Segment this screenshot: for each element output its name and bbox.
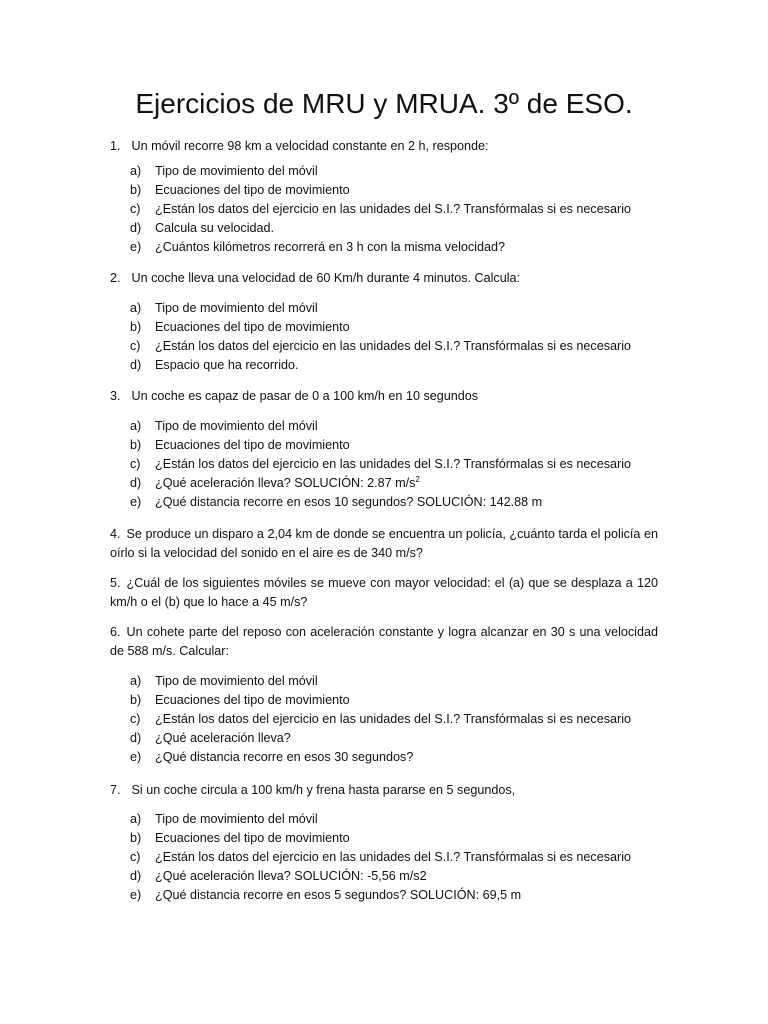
question-text: Un coche lleva una velocidad de 60 Km/h durante 4 minutos. Calcula: xyxy=(131,271,521,285)
list-item: b) Ecuaciones del tipo de movimiento xyxy=(130,693,350,707)
list-item: c) ¿Están los datos del ejercicio en las unidades del S.I.? Transfórmalas si es necesario xyxy=(130,457,632,471)
question-text: Si un coche circula a 100 km/h y frena hasta pararse en 5 segundos, xyxy=(131,783,516,797)
question-text: Un móvil recorre 98 km a velocidad constante en 2 h, responde: xyxy=(131,139,489,153)
question-text: Un coche es capaz de pasar de 0 a 100 km/h en 10 segundos xyxy=(131,389,479,403)
question-text: Un cohete parte del reposo con aceleración constante y logra alcanzar en 30 s una velocidad de 588 m/s. Calcular: xyxy=(110,625,658,658)
page-title: Ejercicios de MRU y MRUA. 3º de ESO. xyxy=(135,88,633,119)
question-6 xyxy=(110,623,658,661)
question-number: 5. xyxy=(110,576,121,590)
question-7 xyxy=(110,781,515,800)
question-number: 7. xyxy=(110,783,121,797)
list-item: b) Ecuaciones del tipo de movimiento xyxy=(130,183,350,197)
list-item: e) ¿Cuántos kilómetros recorrerá en 3 h con la misma velocidad? xyxy=(130,240,505,254)
list-item: d) Espacio que ha recorrido. xyxy=(130,358,299,372)
question-3 xyxy=(110,387,478,406)
question-5 xyxy=(110,574,658,612)
question-number: 3. xyxy=(110,389,121,403)
question-7-items xyxy=(130,810,631,905)
list-item: d) ¿Qué aceleración lleva? SOLUCIÓN: -5,56 m/s2 xyxy=(130,869,427,883)
question-number: 1. xyxy=(110,139,121,153)
list-item: a) Tipo de movimiento del móvil xyxy=(130,812,318,826)
list-item: c) ¿Están los datos del ejercicio en las unidades del S.I.? Transfórmalas si es necesario xyxy=(130,712,632,726)
question-number: 6. xyxy=(110,625,121,639)
question-number: 4. xyxy=(110,527,121,541)
list-item: c) ¿Están los datos del ejercicio en las unidades del S.I.? Transfórmalas si es necesario xyxy=(130,339,632,353)
list-item: d) ¿Qué aceleración lleva? SOLUCIÓN: 2.87 $m/s^2$ xyxy=(130,474,420,490)
list-item: b) Ecuaciones del tipo de movimiento xyxy=(130,320,350,334)
question-1 xyxy=(110,137,489,156)
question-text: Se produce un disparo a 2,04 km de donde se encuentra un policía, ¿cuánto tarda el policía en oírlo si la velocidad del sonido en el aire es de 340 m/s? xyxy=(110,527,658,560)
question-number: 2. xyxy=(110,271,121,285)
question-1-items xyxy=(130,162,631,257)
list-item: c) ¿Están los datos del ejercicio en las unidades del S.I.? Transfórmalas si es necesario xyxy=(130,850,632,864)
list-item: e) ¿Qué distancia recorre en esos 30 segundos? xyxy=(130,750,414,764)
question-6-items xyxy=(130,672,631,767)
list-item: d) ¿Qué aceleración lleva? xyxy=(130,731,291,745)
list-item: b) Ecuaciones del tipo de movimiento xyxy=(130,831,350,845)
list-item: e) ¿Qué distancia recorre en esos 5 segundos? SOLUCIÓN: 69,5 m xyxy=(130,888,522,902)
list-item: a) Tipo de movimiento del móvil xyxy=(130,674,318,688)
question-text: ¿Cuál de los siguientes móviles se mueve con mayor velocidad: el (a) que se desplaza a 120 km/h o el (b) que lo hace a 45 m/s? xyxy=(110,576,658,609)
superscript: 2 xyxy=(415,474,420,484)
question-3-items xyxy=(130,417,631,512)
list-item: a) Tipo de movimiento del móvil xyxy=(130,164,318,178)
list-item: e) ¿Qué distancia recorre en esos 10 segundos? SOLUCIÓN: 142.88 m xyxy=(130,495,543,509)
question-2 xyxy=(110,269,520,288)
list-item: b) Ecuaciones del tipo de movimiento xyxy=(130,438,350,452)
question-2-items xyxy=(130,299,631,375)
list-item: d) Calcula su velocidad. xyxy=(130,221,275,235)
question-4 xyxy=(110,525,658,563)
list-item: a) Tipo de movimiento del móvil xyxy=(130,301,318,315)
list-item: a) Tipo de movimiento del móvil xyxy=(130,419,318,433)
list-item: c) ¿Están los datos del ejercicio en las unidades del S.I.? Transfórmalas si es necesario xyxy=(130,202,632,216)
